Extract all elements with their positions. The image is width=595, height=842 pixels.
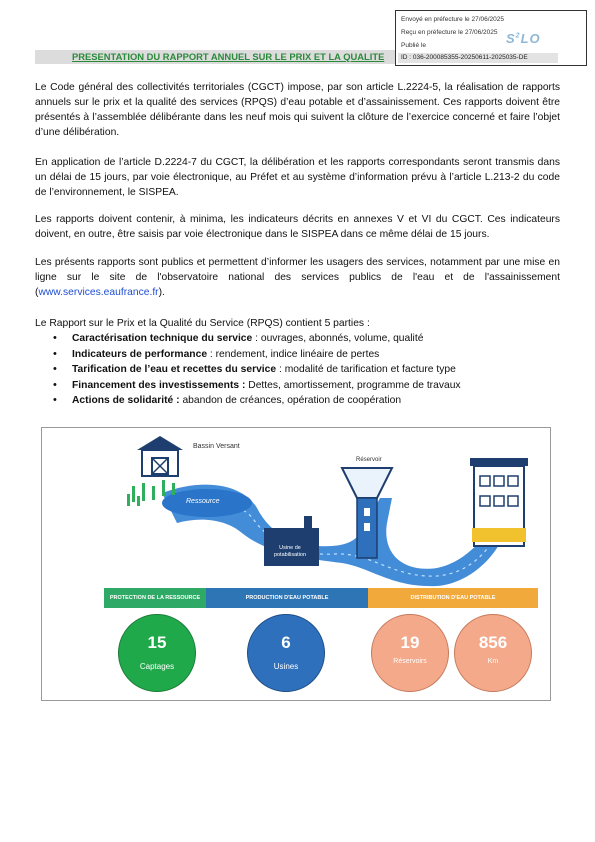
stat-reservoirs [371, 614, 449, 692]
stat-label: Km [487, 658, 499, 665]
band-distribution: DISTRIBUTION D'EAU POTABLE [368, 588, 538, 608]
stamp-published: Publié le [401, 42, 426, 49]
stat-value: 6 [281, 633, 291, 652]
stat-value: 856 [478, 633, 508, 652]
paragraph-transmission: En application de l’article D.2224-7 du CGCT, la délibération et les rapports correspondants seront transmis dans un délai de 15 jours, par voie électronique, au Préfet et au système d’information prévu à l’article L.213-2 du code de l’environnement, le SISPEA. [35, 157, 560, 198]
stamp-id: ID : 036-200085355-20250611-2025035-DE [401, 54, 528, 61]
stat-km [454, 614, 532, 692]
building-icon [470, 458, 528, 546]
list-item: • Actions de solidarité : abandon de créances, opération de coopération [35, 393, 560, 409]
paragraph-parts-intro: Le Rapport sur le Prix et la Qualité du Service (RPQS) contient 5 parties : [35, 318, 370, 329]
label-ressource: Ressource [186, 498, 220, 505]
stamp-sent-date: Envoyé en préfecture le 27/06/2025 [401, 16, 504, 23]
list-item: • Indicateurs de performance : rendement, indice linéaire de pertes [35, 347, 560, 363]
parts-list [35, 331, 560, 409]
stat-captages [118, 614, 196, 692]
paragraph-publication: Les présents rapports sont publics et permettent d’informer les usagers des services, notamment par une mise en ligne sur le site de l'observatoire national des services publics de l'eau et de l'assainissement (www.services.eaufrance.fr). [35, 257, 560, 298]
factory-icon [264, 516, 319, 566]
list-item: • Financement des investissements : Dettes, amortissement, programme de travaux [35, 378, 560, 394]
band-production: PRODUCTION D'EAU POTABLE [206, 588, 368, 608]
list-item: • Tarification de l’eau et recettes du service : modalité de tarification et facture type [35, 362, 560, 378]
band-protection: PROTECTION DE LA RESSOURCE [104, 588, 206, 608]
stat-value: 15 [147, 633, 167, 652]
stat-label: Captages [139, 662, 175, 671]
stat-usines [247, 614, 325, 692]
eaufrance-link[interactable]: www.services.eaufrance.fr [38, 287, 159, 298]
page-title: PRESENTATION DU RAPPORT ANNUEL SUR LE PRIX ET LA QUALITE [72, 51, 385, 62]
paragraph-indicators: Les rapports doivent contenir, à minima, les indicateurs décrits en annexes V et VI du CGCT. Ces indicateurs doivent, en outre, être saisis par voie électronique dans le SISPEA dans ce même délai de 15 jours. [35, 214, 560, 240]
stat-value: 19 [400, 633, 420, 652]
label-reservoir: Réservoir [356, 457, 382, 463]
prefecture-stamp [395, 10, 587, 66]
stamp-received-date: Reçu en préfecture le 27/06/2025 [401, 29, 498, 36]
list-item: • Caractérisation technique du service : ouvrages, abonnés, volume, qualité [35, 331, 560, 347]
water-cycle-infographic [41, 427, 551, 701]
stat-label: Usines [273, 662, 299, 671]
s2lo-logo: $S^2LO$ [506, 31, 541, 46]
stamp-id-bar [398, 53, 558, 63]
stat-label: Réservoirs [393, 658, 427, 665]
label-bassin-versant: Bassin Versant [193, 443, 240, 450]
paragraph-cgct: Le Code général des collectivités territoriales (CGCT) impose, par son article L.2224-5, la réalisation de rapports annuels sur le prix et la qualité des services (RPQS) d’eau potable et d’assainissement. Ces rapports doivent être présentés à l’assemblée délibérante dans les neuf mois qui suivent la clôture de l’exercice concerné et faire l’objet d’une délibération. [35, 82, 560, 138]
barn-icon [137, 436, 183, 476]
label-usine: Usine de potabilisation [273, 545, 307, 558]
